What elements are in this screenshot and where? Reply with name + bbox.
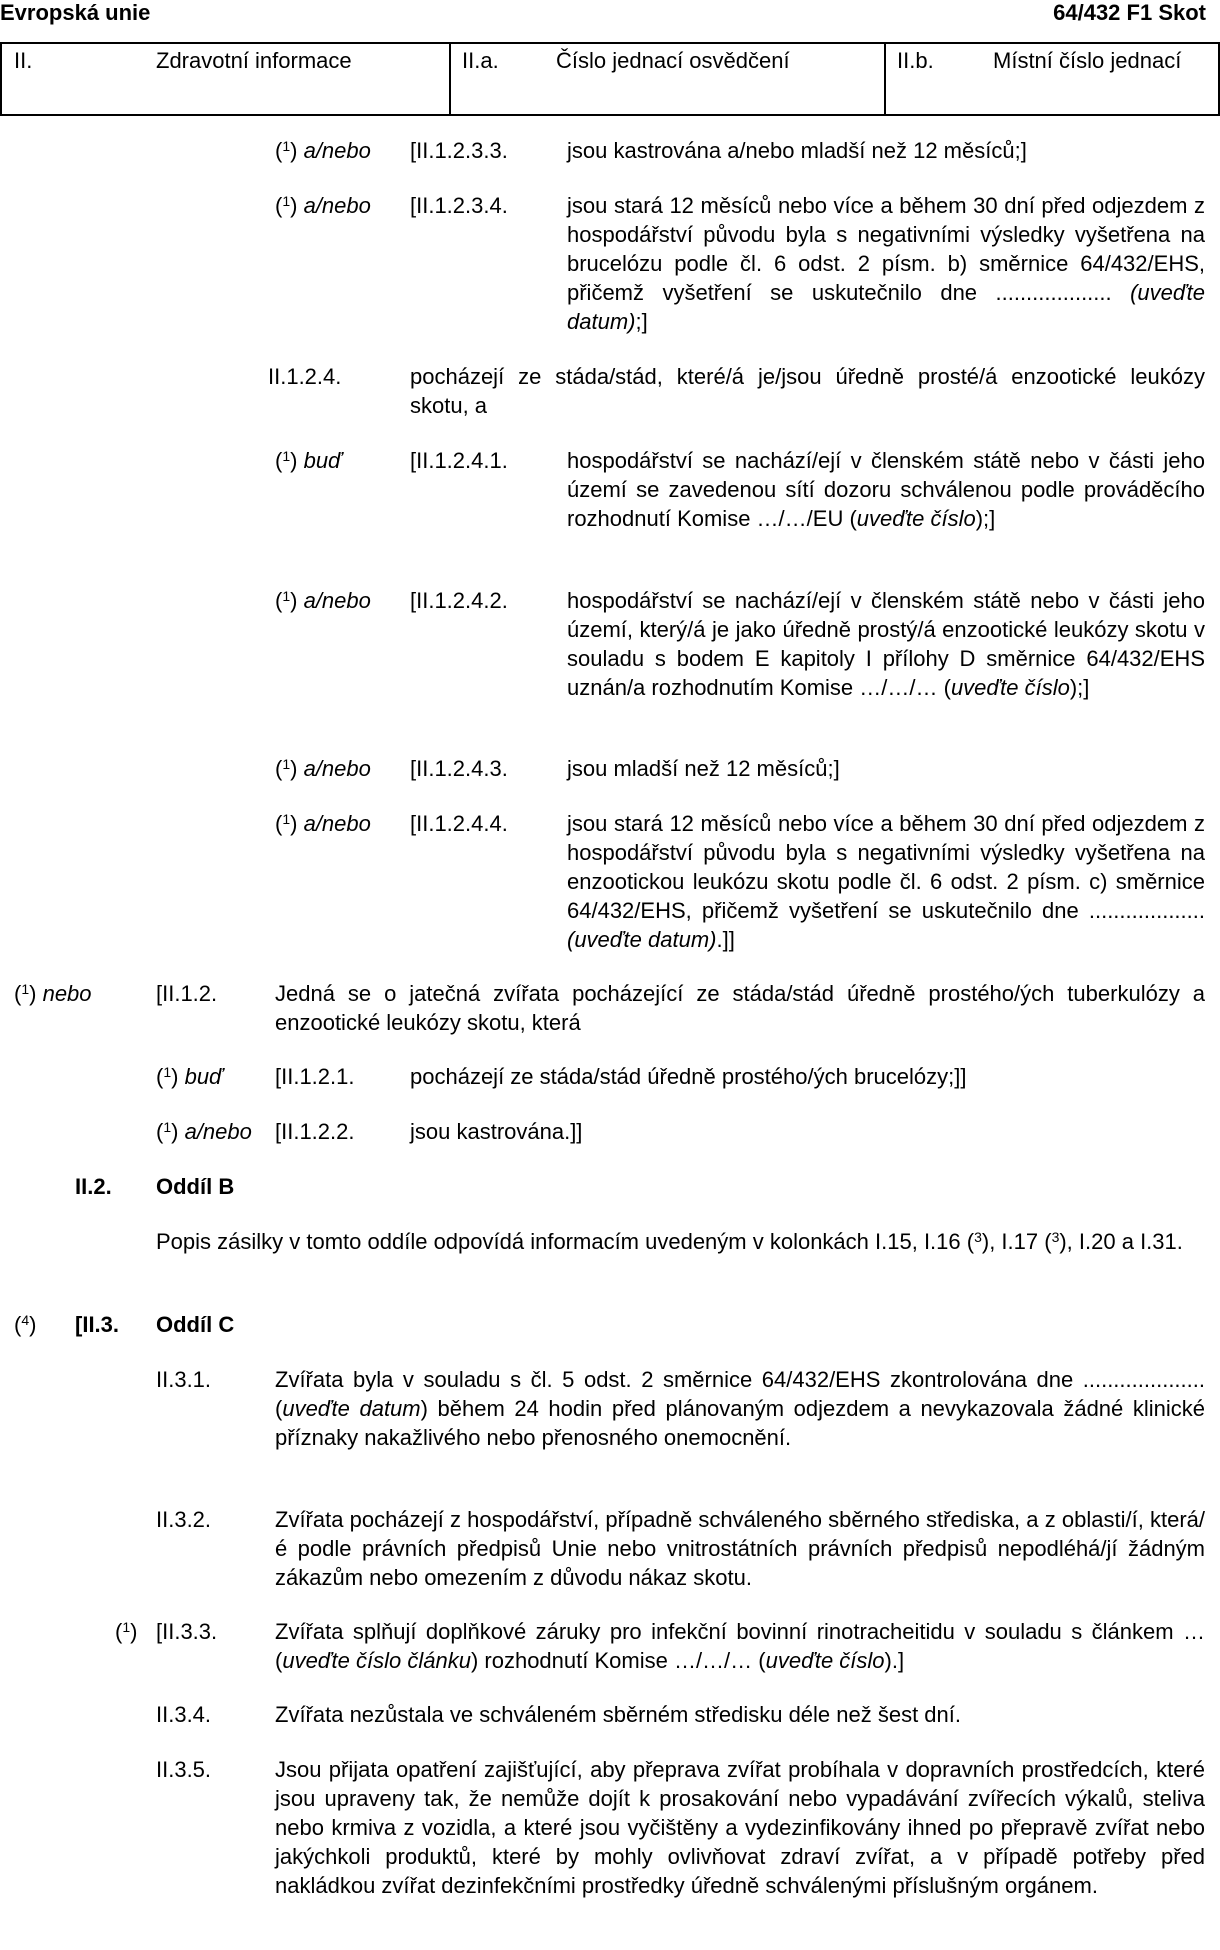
table-bottom-border <box>0 114 1220 116</box>
condition-marker: ($^1$) a/nebo <box>275 811 371 836</box>
header-local-reference: Místní číslo jednací <box>993 48 1182 73</box>
section-c-number: [II.3. <box>75 1312 120 1337</box>
item-number: II.1.2.4. <box>268 364 342 389</box>
condition-marker: ($^1$) a/nebo <box>275 588 371 613</box>
item-number: [II.1.2.2. <box>275 1119 355 1144</box>
condition-marker: ($^1$) buď <box>275 448 342 473</box>
item-number: [II.1.2.4.2. <box>410 588 508 613</box>
section-b-number: II.2. <box>75 1174 112 1199</box>
item-number: [II.1.2.4.3. <box>410 756 508 781</box>
item-number: [II.1.2.3.3. <box>410 138 508 163</box>
condition-marker: ($^1$) buď <box>156 1064 223 1089</box>
header-form-code: 64/432 F1 Skot <box>1053 0 1206 25</box>
condition-marker: ($^4$) <box>14 1312 37 1337</box>
item-number: II.3.1. <box>156 1367 212 1392</box>
item-text: Zvířata byla v souladu s čl. 5 odst. 2 směrnice 64/432/EHS zkontrolována dne .................... (uveďte datum) během 24 hodin před plánovaným odjezdem a nevykazovala žádné klinické příznaky nakažlivého nebo přenosného onemocnění. <box>275 1367 1205 1450</box>
item-text: Jedná se o jatečná zvířata pocházející ze stáda/stád úředně prostého/ých tuberkulózy a enzootické leukózy skotu, která <box>275 981 1205 1035</box>
table-divider-2 <box>884 42 886 116</box>
item-text: pocházejí ze stáda/stád úředně prostého/ých brucelózy;]] <box>410 1064 967 1089</box>
item-text: jsou stará 12 měsíců nebo více a během 30 dní před odjezdem z hospodářství původu byla s negativními výsledky vyšetřena na enzootickou leukózu skotu podle čl. 6 odst. 2 písm. c) směrnice 64/432/EHS, přičemž vyšetření se uskutečnilo dne ................... (uveďte datum).]] <box>567 811 1205 952</box>
condition-marker: ($^1$) <box>115 1619 138 1644</box>
item-text: jsou kastrována.]] <box>410 1119 583 1144</box>
condition-marker: ($^1$) a/nebo <box>275 756 371 781</box>
header-health-info: Zdravotní informace <box>156 48 352 73</box>
item-text: Zvířata nezůstala ve schváleném sběrném středisku déle než šest dní. <box>275 1702 962 1727</box>
item-number: [II.3.3. <box>156 1619 218 1644</box>
item-text: pocházejí ze stáda/stád, které/á je/jsou úředně prosté/á enzootické leukózy skotu, a <box>410 364 1205 418</box>
header-union: Evropská unie <box>0 0 151 25</box>
item-number: II.3.2. <box>156 1507 212 1532</box>
table-top-border <box>0 42 1220 44</box>
item-number: [II.1.2. <box>156 981 218 1006</box>
item-number: [II.1.2.4.1. <box>410 448 508 473</box>
item-number: [II.1.2.1. <box>275 1064 355 1089</box>
section-b-title: Oddíl B <box>156 1174 235 1199</box>
item-number: II.3.4. <box>156 1702 212 1727</box>
header-iia-label: II.a. <box>462 48 499 73</box>
condition-marker: ($^1$) a/nebo <box>275 138 371 163</box>
section-c-title: Oddíl C <box>156 1312 235 1337</box>
header-reference-number: Číslo jednací osvědčení <box>556 48 790 73</box>
item-text: jsou mladší než 12 měsíců;] <box>567 756 840 781</box>
item-number: [II.1.2.4.4. <box>410 811 508 836</box>
item-text: hospodářství se nachází/ejí v členském státě nebo v části jeho území, který/á je jako úředně prostý/á enzootické leukózy skotu v souladu s bodem E kapitoly I přílohy D směrnice 64/432/EHS uznán/a rozhodnutím Komise …/…/… (uveďte číslo);] <box>567 588 1205 700</box>
table-divider-1 <box>449 42 451 116</box>
item-number: [II.1.2.3.4. <box>410 193 508 218</box>
item-text: Zvířata splňují doplňkové záruky pro infekční bovinní rinotracheitidu v souladu s článkem … (uveďte číslo článku) rozhodnutí Komise …/…/… (uveďte číslo).] <box>275 1619 1205 1673</box>
condition-marker: ($^1$) a/nebo <box>275 193 371 218</box>
item-text: jsou kastrována a/nebo mladší než 12 měsíců;] <box>567 138 1027 163</box>
item-text: hospodářství se nachází/ejí v členském státě nebo v části jeho území se zavedenou sítí dozoru schválenou podle prováděcího rozhodnutí Komise …/…/EU (uveďte číslo);] <box>567 448 1205 531</box>
condition-marker: ($^1$) nebo <box>14 981 92 1006</box>
item-text: jsou stará 12 měsíců nebo více a během 30 dní před odjezdem z hospodářství původu byla s negativními výsledky vyšetřena na brucelózu podle čl. 6 odst. 2 písm. b) směrnice 64/432/EHS, přičemž vyšetření se uskutečnilo dne ................... (uveďte datum);] <box>567 193 1205 334</box>
section-b-text: Popis zásilky v tomto oddíle odpovídá informacím uvedeným v kolonkách I.15, I.16 ($^3$), I.17 ($^3$), I.20 a I.31. <box>156 1229 1183 1254</box>
item-text: Zvířata pocházejí z hospodářství, případně schváleného sběrného střediska, a z oblasti/í, která/é podle právních předpisů Unie nebo vnitrostátních právních předpisů nepodléhá/jí žádným zákazům nebo omezením z důvodu nákaz skotu. <box>275 1507 1205 1590</box>
condition-marker: ($^1$) a/nebo <box>156 1119 252 1144</box>
item-number: II.3.5. <box>156 1757 212 1782</box>
header-section-number: II. <box>14 48 33 73</box>
table-left-border <box>0 42 2 116</box>
item-text: Jsou přijata opatření zajišťující, aby přeprava zvířat probíhala v dopravních prostředcích, které jsou upraveny tak, že nemůže dojít k prosakování nebo vypadávání zvířecích výkalů, steliva nebo krmiva z vozidla, a které jsou vyčištěny a vydezinfikovány ihned po přepravě zvířat nebo jakýchkoli produktů, které by mohly ovlivňovat zdraví zvířat, a v případě potřeby před nakládkou zvířat dezinfekčními prostředky úředně schválenými příslušným orgánem. <box>275 1757 1205 1898</box>
header-iib-label: II.b. <box>897 48 934 73</box>
